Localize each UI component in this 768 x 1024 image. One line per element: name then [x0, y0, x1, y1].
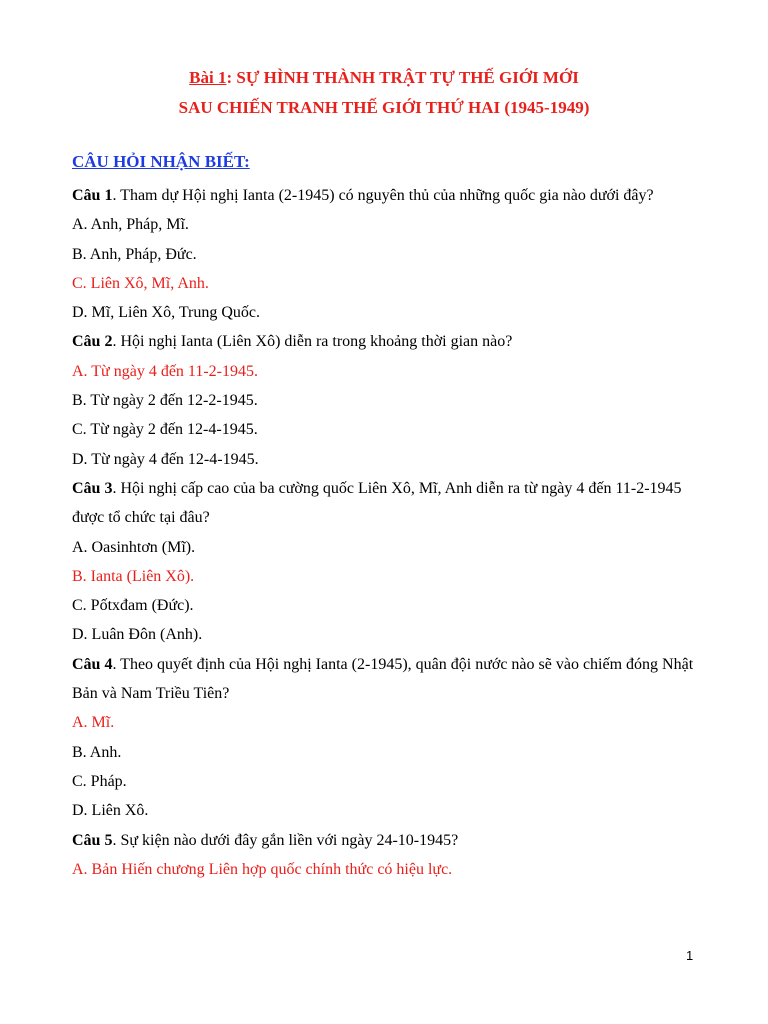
question-text: . Tham dự Hội nghị Ianta (2-1945) có nguyên thủ của những quốc gia nào dưới đây?: [112, 187, 654, 204]
option: D. Liên Xô.: [72, 802, 149, 820]
option: B. Từ ngày 2 đến 12-2-1945.: [72, 392, 258, 410]
option: D. Luân Đôn (Anh).: [72, 626, 203, 644]
question-text: . Theo quyết định của Hội nghị Ianta (2-1945), quân đội nước nào sẽ vào chiếm đóng Nhật Bản và Nam Triều Tiên?: [72, 655, 694, 703]
question-label: Câu 4: [72, 655, 113, 673]
section-heading: CÂU HỎI NHẬN BIẾT:: [72, 152, 250, 171]
question-2: [72, 327, 696, 356]
lesson-label: Bài 1: [189, 68, 227, 87]
page-number: 1: [686, 948, 694, 963]
correct-option: B. Ianta (Liên Xô).: [72, 567, 195, 585]
question-label: Câu 1: [72, 187, 113, 204]
option: D. Từ ngày 4 đến 12-4-1945.: [72, 450, 259, 468]
option: C. Pháp.: [72, 772, 127, 790]
question-label: Câu 3: [72, 479, 113, 497]
correct-option: A. Từ ngày 4 đến 11-2-1945.: [72, 362, 258, 380]
option: C. Pốtxđam (Đức).: [72, 597, 194, 615]
question-label: Câu 2: [72, 333, 113, 351]
correct-option: C. Liên Xô, Mĩ, Anh.: [72, 274, 209, 292]
lesson-title-line2: SAU CHIẾN TRANH THẾ GIỚI THỨ HAI (1945-1949): [178, 98, 590, 117]
question-3: [72, 474, 696, 533]
correct-option: A. Mĩ.: [72, 714, 115, 732]
question-4: [72, 650, 696, 709]
question-1: [72, 181, 696, 210]
option: A. Anh, Pháp, Mĩ.: [72, 216, 189, 234]
option: C. Từ ngày 2 đến 12-4-1945.: [72, 421, 258, 439]
option: D. Mĩ, Liên Xô, Trung Quốc.: [72, 304, 261, 322]
question-text: . Hội nghị cấp cao của ba cường quốc Liên Xô, Mĩ, Anh diễn ra từ ngày 4 đến 11-2-1945 được tổ chức tại đâu?: [72, 479, 682, 527]
lesson-title-line1: [0, 68, 768, 88]
question-text: . Hội nghị Ianta (Liên Xô) diễn ra trong khoảng thời gian nào?: [112, 333, 513, 351]
correct-option: A. Bản Hiến chương Liên hợp quốc chính thức có hiệu lực.: [72, 860, 453, 878]
option: B. Anh.: [72, 743, 122, 761]
option: B. Anh, Pháp, Đức.: [72, 245, 197, 263]
question-label: Câu 5: [72, 831, 113, 849]
question-text: . Sự kiện nào dưới đây gắn liền với ngày 24-10-1945?: [112, 831, 459, 849]
question-list: [72, 181, 696, 884]
question-5: [72, 826, 696, 855]
lesson-title-rest: : SỰ HÌNH THÀNH TRẬT TỰ THẾ GIỚI MỚI: [226, 68, 579, 87]
option: A. Oasinhtơn (Mĩ).: [72, 538, 196, 556]
